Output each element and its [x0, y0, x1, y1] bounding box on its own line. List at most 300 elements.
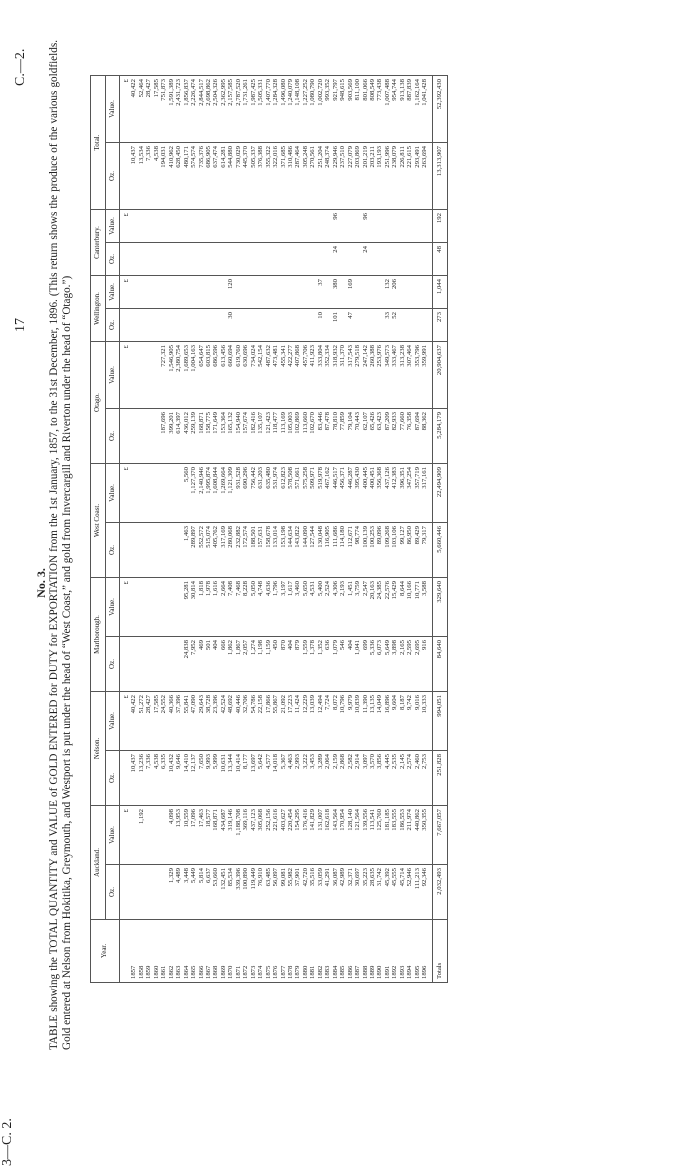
cant-oz-cell: [287, 243, 294, 276]
cant-oz-cell: [302, 243, 309, 276]
cant-val-cell: [302, 210, 309, 243]
otago-val-cell: 619,760: [235, 342, 242, 409]
otago-val-cell: 352,334: [324, 342, 331, 409]
total-oz-cell: 355,322: [265, 143, 272, 210]
well-oz-cell: [302, 309, 309, 342]
otago-val-cell: 473,481: [272, 342, 279, 409]
otago-oz-cell: 118,477: [272, 409, 279, 464]
total-oz-cell: 201,219: [362, 143, 369, 210]
wc-val-cell: 356,368: [376, 464, 383, 523]
wc-oz-cell: 111,686: [332, 523, 339, 578]
nelson-val-header: Value.: [106, 692, 120, 751]
nelson-val-cell: 40,422: [130, 692, 137, 751]
well-oz-spacer: [120, 309, 131, 342]
wc-val-cell: 1,608,844: [212, 464, 219, 523]
otago-oz-cell: 259,139: [190, 409, 197, 464]
well-oz-cell: [324, 309, 331, 342]
otago-oz-cell: 436,012: [183, 409, 190, 464]
otago-val-cell: 422,277: [287, 342, 294, 409]
auckland-oz-cell: 92,346: [421, 865, 432, 920]
cant-val-cell: [227, 210, 234, 243]
otago-val-total: 20,904,637: [432, 342, 447, 409]
otago-val-cell: 686,596: [212, 342, 219, 409]
table-row: [376, 76, 383, 983]
marl-oz-cell: 1,041: [354, 637, 361, 692]
wc-currency-symbol: £: [120, 464, 131, 523]
cant-oz-cell: [317, 243, 324, 276]
table-row: [227, 76, 234, 983]
total-val-cell: 1,496,080: [280, 76, 287, 143]
wc-oz-cell: 1,463: [183, 523, 190, 578]
otago-val-cell: 1,689,653: [183, 342, 190, 409]
nelson-oz-cell: 2,460: [414, 751, 421, 806]
cant-val-cell: [384, 210, 391, 243]
nelson-val-cell: 47,090: [190, 692, 197, 751]
well-oz-cell: [414, 309, 421, 342]
marl-val-cell: [138, 578, 145, 637]
year-cell: 1871: [235, 920, 242, 983]
auckland-val-cell: 186,553: [399, 806, 406, 865]
marl-oz-cell: 1,198: [257, 637, 264, 692]
otago-oz-cell: 399,201: [168, 409, 175, 464]
marl-val-cell: 3,460: [294, 578, 301, 637]
total-oz-cell: 13,534: [138, 143, 145, 210]
wc-oz-cell: [153, 523, 160, 578]
total-oz-cell: 293,491: [414, 143, 421, 210]
auckland-oz-cell: [160, 865, 167, 920]
otago-val-cell: 1,546,905: [168, 342, 175, 409]
well-oz-cell: [168, 309, 175, 342]
wc-oz-cell: [130, 523, 137, 578]
year-cell: 1874: [257, 920, 264, 983]
total-val-cell: 903,569: [347, 76, 354, 143]
total-val-cell: 887,839: [406, 76, 413, 143]
wc-oz-cell: 103,106: [391, 523, 398, 578]
auckland-val-cell: 10,559: [183, 806, 190, 865]
cant-val-cell: [198, 210, 205, 243]
auckland-val-cell: 131,007: [317, 806, 324, 865]
cant-val-cell: [130, 210, 137, 243]
otago-val-cell: 311,370: [339, 342, 346, 409]
total-oz-cell: 203,869: [354, 143, 361, 210]
well-oz-cell: 33: [384, 309, 391, 342]
page-reference: C.—2.: [13, 48, 28, 86]
nelson-oz-cell: 13,697: [250, 751, 257, 806]
auckland-val-cell: 170,954: [339, 806, 346, 865]
well-oz-cell: [235, 309, 242, 342]
otago-oz-cell: 102,670: [309, 409, 316, 464]
marl-oz-cell: 1,079: [332, 637, 339, 692]
wc-val-cell: 635,480: [265, 464, 272, 523]
region-header-auckland: Auckland.: [91, 806, 106, 920]
wc-val-cell: 412,383: [391, 464, 398, 523]
table-row: [406, 76, 413, 983]
auckland-val-cell: 319,146: [227, 806, 234, 865]
cant-val-cell: [324, 210, 331, 243]
wc-val-cell: 396,351: [399, 464, 406, 523]
auckland-val-cell: 128,140: [347, 806, 354, 865]
auckland-oz-cell: [130, 865, 137, 920]
wc-oz-cell: 89,429: [414, 523, 421, 578]
cant-oz-cell: [257, 243, 264, 276]
otago-oz-cell: 171,649: [212, 409, 219, 464]
well-oz-cell: [198, 309, 205, 342]
total-oz-cell: 614,281: [220, 143, 227, 210]
marl-val-cell: 5,650: [302, 578, 309, 637]
table-row: [317, 76, 324, 983]
nelson-oz-cell: 4,538: [153, 751, 160, 806]
year-cell: 1879: [294, 920, 301, 983]
cant-oz-cell: [190, 243, 197, 276]
total-oz-spacer: [120, 143, 131, 210]
otago-oz-cell: 83,446: [317, 409, 324, 464]
nelson-val-cell: 9,016: [414, 692, 421, 751]
currency-row-spacer: [120, 920, 131, 983]
year-cell: 1896: [421, 920, 432, 983]
otago-oz-spacer: [120, 409, 131, 464]
auckland-val-cell: 183,555: [391, 806, 398, 865]
table-row: [339, 76, 346, 983]
marl-val-cell: 20,163: [369, 578, 376, 637]
total-oz-cell: 7,336: [145, 143, 152, 210]
total-oz-cell: 203,211: [369, 143, 376, 210]
total-val-cell: 1,731,261: [242, 76, 249, 143]
nelson-val-cell: 10,839: [354, 692, 361, 751]
wc-val-cell: 578,508: [287, 464, 294, 523]
wc-oz-cell: 144,090: [302, 523, 309, 578]
otago-oz-cell: [130, 409, 137, 464]
year-header: Year.: [91, 920, 120, 983]
marl-val-cell: 4,748: [257, 578, 264, 637]
nelson-oz-cell: 2,574: [406, 751, 413, 806]
marl-oz-cell: [160, 637, 167, 692]
well-val-cell: [175, 276, 182, 309]
table-row: [198, 76, 205, 983]
auckland-oz-cell: 76,910: [257, 865, 264, 920]
auckland-val-cell: 162,618: [324, 806, 331, 865]
otago-val-cell: [153, 342, 160, 409]
total-val-cell: 948,615: [339, 76, 346, 143]
marl-val-cell: 22,576: [384, 578, 391, 637]
well-oz-cell: [250, 309, 257, 342]
marl-val-cell: [168, 578, 175, 637]
wc-val-header: Value.: [106, 464, 120, 523]
well-oz-cell: [145, 309, 152, 342]
auckland-val-cell: 154,295: [294, 806, 301, 865]
total-oz-cell: 229,946: [332, 143, 339, 210]
otago-oz-cell: 113,660: [302, 409, 309, 464]
otago-val-cell: [130, 342, 137, 409]
table-row: [399, 76, 406, 983]
total-val-cell: 28,427: [145, 76, 152, 143]
wc-val-cell: 509,971: [309, 464, 316, 523]
auckland-oz-cell: 1,329: [168, 865, 175, 920]
year-cell: 1884: [332, 920, 339, 983]
otago-val-cell: 455,341: [280, 342, 287, 409]
well-val-cell: [190, 276, 197, 309]
total-val-cell: 40,422: [130, 76, 137, 143]
otago-oz-cell: 158,775: [205, 409, 212, 464]
nelson-val-cell: 42,524: [220, 692, 227, 751]
well-val-cell: [250, 276, 257, 309]
marl-val-cell: [160, 578, 167, 637]
nelson-oz-cell: 2,753: [421, 751, 432, 806]
total-val-cell: 2,226,474: [190, 76, 197, 143]
nelson-oz-cell: 4,445: [384, 751, 391, 806]
total-val-cell: 921,797: [332, 76, 339, 143]
cant-val-cell: [250, 210, 257, 243]
cant-val-cell: [205, 210, 212, 243]
well-oz-cell: [294, 309, 301, 342]
otago-val-cell: 734,024: [250, 342, 257, 409]
auckland-oz-cell: 52,946: [406, 865, 413, 920]
region-header-row: [91, 76, 106, 983]
nelson-val-cell: 51,272: [138, 692, 145, 751]
table-row: [294, 76, 301, 983]
well-val-cell: [339, 276, 346, 309]
total-oz-cell: 263,694: [421, 143, 432, 210]
gold-export-table: [90, 75, 448, 983]
well-val-cell: [421, 276, 432, 309]
cant-oz-cell: [272, 243, 279, 276]
otago-oz-cell: 154,940: [235, 409, 242, 464]
year-cell: 1887: [354, 920, 361, 983]
cant-val-cell: [257, 210, 264, 243]
marl-val-cell: 5,050: [250, 578, 257, 637]
marl-oz-cell: 916: [421, 637, 432, 692]
wc-oz-cell: [175, 523, 182, 578]
otago-val-cell: 411,923: [309, 342, 316, 409]
otago-val-cell: 260,388: [369, 342, 376, 409]
marl-oz-cell: 699: [362, 637, 369, 692]
nelson-val-cell: 55,867: [272, 692, 279, 751]
cant-oz-cell: [205, 243, 212, 276]
nelson-val-cell: 7,724: [324, 692, 331, 751]
nelson-val-cell: 11,390: [362, 692, 369, 751]
auckland-oz-cell: 33,059: [317, 865, 324, 920]
table-row: [235, 76, 242, 983]
year-cell: 1858: [138, 920, 145, 983]
otago-val-cell: 279,518: [354, 342, 361, 409]
marl-val-cell: 3,197: [280, 578, 287, 637]
cant-val-cell: [369, 210, 376, 243]
total-val-cell: 1,240,079: [287, 76, 294, 143]
cant-oz-cell: [347, 243, 354, 276]
auckland-val-cell: 440,862: [414, 806, 421, 865]
well-val-header: Value.: [106, 276, 120, 309]
otago-val-cell: 407,868: [294, 342, 301, 409]
well-val-cell: [309, 276, 316, 309]
nelson-oz-cell: 3,097: [362, 751, 369, 806]
cant-val-cell: [190, 210, 197, 243]
nelson-oz-cell: 10,631: [220, 751, 227, 806]
region-header-west-coast: West Coast.: [91, 464, 106, 578]
cant-oz-cell: [414, 243, 421, 276]
sub-header-row: [106, 76, 120, 983]
wc-val-cell: 531,974: [272, 464, 279, 523]
wc-val-cell: 931,528: [235, 464, 242, 523]
well-oz-cell: [339, 309, 346, 342]
cant-oz-cell: [309, 243, 316, 276]
well-val-cell: [198, 276, 205, 309]
marl-oz-total: 84,640: [432, 637, 447, 692]
total-oz-header: Oz.: [106, 143, 120, 210]
cant-oz-cell: [339, 243, 346, 276]
well-val-cell: [399, 276, 406, 309]
otago-oz-cell: 77,859: [339, 409, 346, 464]
table-row: [414, 76, 421, 983]
cant-val-cell: [421, 210, 432, 243]
marl-val-cell: 30,814: [190, 578, 197, 637]
table-caption: TABLE showing the TOTAL QUANTITY and VALUE of GOLD ENTERED for DUTY for EXPORTATION from the 1st January, 1857, to the 31st December, 1896. (This return shows the produce of the various goldfields. Gold entered at Nelson from Hokitika, Greymouth, and Westport is put under the head of “West Coast,” and gold from Invercargill and Riverton under the head of “Otago.”): [48, 40, 73, 1050]
marl-val-cell: 1,616: [212, 578, 219, 637]
well-val-cell: [220, 276, 227, 309]
cant-oz-cell: [198, 243, 205, 276]
marl-oz-cell: 666: [220, 637, 227, 692]
cant-val-cell: [175, 210, 182, 243]
auckland-val-cell: 1,188,708: [235, 806, 242, 865]
marl-oz-spacer: [120, 637, 131, 692]
total-val-cell: 1,148,108: [294, 76, 301, 143]
wc-val-cell: 395,430: [354, 464, 361, 523]
totals-row: [432, 76, 447, 983]
wc-oz-cell: 127,544: [309, 523, 316, 578]
total-oz-total: 13,313,907: [432, 143, 447, 210]
cant-oz-cell: [227, 243, 234, 276]
wc-val-cell: 571,661: [294, 464, 301, 523]
auckland-oz-cell: 35,516: [309, 865, 316, 920]
otago-oz-cell: 135,107: [257, 409, 264, 464]
cant-oz-total: 48: [432, 243, 447, 276]
total-val-cell: 808,549: [369, 76, 376, 143]
marl-oz-cell: 24,838: [183, 637, 190, 692]
nelson-oz-cell: 14,018: [272, 751, 279, 806]
nelson-val-cell: 17,585: [153, 692, 160, 751]
total-oz-cell: 628,450: [175, 143, 182, 210]
auckland-val-cell: 403,627: [280, 806, 287, 865]
table-row: [145, 76, 152, 983]
cant-val-cell: [168, 210, 175, 243]
year-cell: 1860: [153, 920, 160, 983]
year-cell: 1877: [280, 920, 287, 983]
cant-val-cell: 96: [332, 210, 339, 243]
well-val-cell: [287, 276, 294, 309]
marl-oz-cell: 1,378: [309, 637, 316, 692]
table-row: [309, 76, 316, 983]
nelson-oz-cell: 7,336: [145, 751, 152, 806]
marl-oz-cell: 404: [287, 637, 294, 692]
wc-val-cell: 400,451: [369, 464, 376, 523]
wc-oz-cell: 552,572: [198, 523, 205, 578]
marl-oz-cell: 2,595: [406, 637, 413, 692]
well-oz-cell: [265, 309, 272, 342]
marl-oz-cell: 2,165: [399, 637, 406, 692]
auckland-oz-cell: [145, 865, 152, 920]
year-cell: 1875: [265, 920, 272, 983]
total-val-cell: 2,787,520: [235, 76, 242, 143]
table-row: [272, 76, 279, 983]
year-cell: 1886: [347, 920, 354, 983]
total-val-cell: 1,080,790: [309, 76, 316, 143]
auckland-val-cell: [153, 806, 160, 865]
marl-oz-cell: [130, 637, 137, 692]
table-row: [354, 76, 361, 983]
cant-val-cell: [138, 210, 145, 243]
total-oz-cell: 237,510: [339, 143, 346, 210]
year-cell: 1867: [205, 920, 212, 983]
nelson-val-cell: 40,446: [235, 692, 242, 751]
well-oz-cell: [362, 309, 369, 342]
total-oz-cell: 686,905: [205, 143, 212, 210]
marl-oz-cell: 1,159: [265, 637, 272, 692]
cant-val-cell: [339, 210, 346, 243]
well-val-cell: 132: [384, 276, 391, 309]
year-cell: 1882: [317, 920, 324, 983]
cant-oz-cell: [168, 243, 175, 276]
nelson-val-cell: 14,049: [376, 692, 383, 751]
otago-val-header: Value.: [106, 342, 120, 409]
auckland-oz-cell: 42,720: [302, 865, 309, 920]
marl-oz-cell: [138, 637, 145, 692]
nelson-oz-cell: 2,868: [339, 751, 346, 806]
marl-val-cell: [130, 578, 137, 637]
auckland-oz-cell: 42,989: [339, 865, 346, 920]
well-val-cell: [376, 276, 383, 309]
auckland-oz-header: Oz.: [106, 865, 120, 920]
nelson-oz-cell: 6,335: [160, 751, 167, 806]
marl-oz-cell: 1,274: [250, 637, 257, 692]
total-oz-cell: 574,574: [190, 143, 197, 210]
auckland-val-cell: [130, 806, 137, 865]
otago-oz-cell: 76,358: [406, 409, 413, 464]
marl-oz-cell: 404: [347, 637, 354, 692]
marl-oz-cell: 870: [280, 637, 287, 692]
wc-oz-cell: 317,169: [220, 523, 227, 578]
marl-val-cell: 1,617: [287, 578, 294, 637]
region-header-total: Total.: [91, 76, 106, 210]
total-oz-cell: 735,376: [198, 143, 205, 210]
total-oz-cell: 226,811: [399, 143, 406, 210]
nelson-oz-cell: 2,159: [332, 751, 339, 806]
cant-oz-cell: [175, 243, 182, 276]
year-cell: 1864: [183, 920, 190, 983]
auckland-val-cell: 143,564: [332, 806, 339, 865]
auckland-val-cell: 18,577: [205, 806, 212, 865]
cant-val-cell: [272, 210, 279, 243]
wc-val-cell: 756,442: [250, 464, 257, 523]
cant-oz-cell: [384, 243, 391, 276]
nelson-val-cell: 21,092: [280, 692, 287, 751]
total-val-cell: 1,407,770: [265, 76, 272, 143]
otago-val-cell: 613,456: [220, 342, 227, 409]
well-oz-cell: [242, 309, 249, 342]
otago-oz-cell: 153,364: [220, 409, 227, 464]
marl-val-cell: 3,588: [421, 578, 432, 637]
well-val-cell: [324, 276, 331, 309]
auckland-val-cell: 141,829: [309, 806, 316, 865]
marl-val-total: 329,640: [432, 578, 447, 637]
nelson-val-cell: 11,424: [294, 692, 301, 751]
auckland-val-cell: 211,974: [406, 806, 413, 865]
marl-val-cell: 10,771: [414, 578, 421, 637]
auckland-val-cell: 437,123: [250, 806, 257, 865]
table-row: [384, 76, 391, 983]
cant-val-cell: [183, 210, 190, 243]
wc-val-cell: 612,823: [280, 464, 287, 523]
well-oz-cell: 30: [227, 309, 234, 342]
wc-oz-cell: 144,634: [287, 523, 294, 578]
nelson-oz-cell: 3,453: [309, 751, 316, 806]
